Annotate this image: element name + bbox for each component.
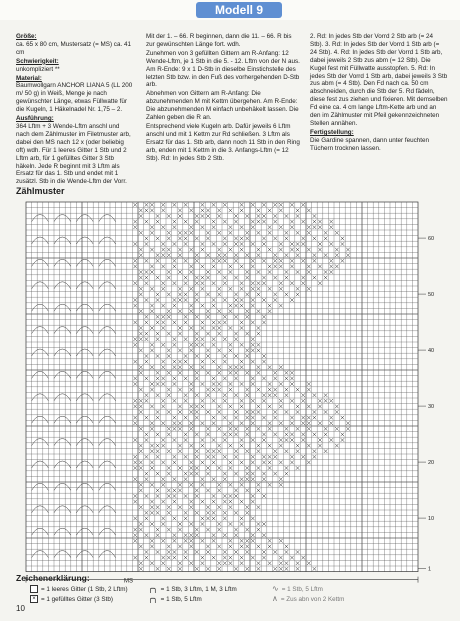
- chart-title: Zählmuster: [16, 186, 65, 196]
- arch-icon: ╭╮: [148, 584, 158, 593]
- row-label: 20: [428, 460, 435, 467]
- row-label: 30: [428, 404, 435, 411]
- row-label: 10: [428, 516, 435, 523]
- paragraph: Zunehmen von 3 gefüllten Gittern am R-Anfang: 12 Wende-Lftm, je 1 Stb in die 5. - 12. Lftm von der N aus. Am R-Ende: 9 x 1 D-Stb in dieselbe Einstichstelle des letzten Stb bzw. in den Fuß des vorhergehenden D-Stb arb.: [146, 49, 300, 89]
- paragraph: 2. Rd: In jedes Stb der Vorrd 2 Stb arb (= 24 Stb). 3. Rd: In jedes Stb der Vorrd 1 Stb arb (= 24 Stb). 4. Rd: In jedes Stb der Vorrd 1 Stb arb, dabei jeweils 2 Stb zus abm (= 12 Stb). Die Kugel fest mit Füllwatte ausstopfen. 5. Rd: In jedes Stb der Vorrd 1 Stb arb, dabei jeweils 3 Stb zus abm (= 4 Stb). Den Fd nach ca. 50 cm abschneiden, durch die Stb der 5. Rd fädeln, diese fest zus ziehen und fixieren. Mit demselben Fd eine ca. 4 cm lange Lftm-Kette arb und an den im Zählmuster mit Pfeil gekennzeichneten Stellen annähen.: [310, 33, 448, 127]
- legend-filled: × = 1 gefülltes Gitter (3 Stb): [30, 595, 113, 603]
- legend-title: Zeichenerklärung:: [16, 573, 90, 583]
- ms-label: MS: [124, 578, 133, 585]
- row-label: 1: [428, 566, 432, 573]
- legend-arch: ╭╮ = 1 Stb, 3 Lftm, 1 M, 3 Lftm: [148, 584, 237, 593]
- difficulty-section: Schwierigkeit: unkompliziert **: [16, 57, 60, 73]
- row-label: 50: [428, 292, 435, 299]
- paragraph: Mit der 1. – 66. R beginnen, dann die 11. – 66. R bis zur gewünschten Länge fort. wdh.: [146, 33, 292, 48]
- filled-mesh-icon: ×: [30, 595, 38, 603]
- chain-icon: ∿: [272, 584, 279, 593]
- material-section: Material: Baumwollgarn ANCHOR LIANA 5 (LL 200 m/ 50 g) in Weiß, Menge je nach gewünschter Länge, etwas Füllwatte für die Kugeln, 1 Häkelnadel Nr. 1,75 – 2.: [16, 74, 133, 114]
- legend-empty: = 1 leeres Gitter (1 Stb, 2 Lftm): [30, 585, 128, 593]
- row-label: 40: [428, 348, 435, 355]
- size-section: Größe: ca. 65 x 80 cm, Mustersatz (= MS) ca. 41 cm: [16, 33, 131, 56]
- execution-section: Ausführung: 364 Lftm + 3 Wende-Lftm anschl und nach dem Zählmuster im Filetmuster arb, dabei den MS nach 12 x (oder beliebig oft) wdh. Für 1 leeres Gitter 1 Stb und 2 Lftm arb, für 1 gefülltes Gitter 3 Stb häkeln. Jede R beginnt mit 3 Lftm als Ersatz für das 1. Stb und endet mit 1 zusätzl. Stb in die Wende-Lftm der Vorr.: [16, 115, 131, 186]
- text-column-3: [310, 33, 448, 154]
- legend-arch-2: ╭╮ = 1 Stb, 5 Lftm: [148, 594, 202, 603]
- finishing-section: Fertigstellung: Die Gardine spannen, dann unter feuchten Tüchern trocknen lassen.: [310, 128, 430, 152]
- legend-extra-2: ∧ = Zus abn von 2 Kettm: [272, 594, 345, 603]
- model-title: Modell 9: [196, 2, 282, 18]
- text-column-1: [16, 33, 134, 187]
- row-label: 60: [428, 236, 435, 243]
- legend-extra-1: ∿ = 1 Stb, 5 Lftm: [272, 584, 323, 593]
- text-column-2: [146, 33, 300, 164]
- decrease-icon: ∧: [272, 594, 278, 603]
- small-arch-icon: ╭╮: [148, 594, 158, 603]
- empty-mesh-icon: [30, 585, 38, 593]
- paragraph: Abnehmen von Gittern am R-Anfang: Die abzunehmenden M mit Kettm übergehen. Am R-Ende: Die abzunehmenden M einfach unbehäkelt lassen. Die Zahlen geben die R an.: [146, 90, 299, 122]
- paragraph: Entsprechend viele Kugeln arb. Dafür jeweils 6 Lftm anschl und mit 1 Kettm zur Rd schließen. 3 Lftm als Ersatz für das 1. Stb arb, dann noch 11 Stb in den Ring arb, enden mit 1 Kettm in die 3. Anfangs-Lftm (= 12 Stb). Rd: In jedes Stb 2 Stb.: [146, 122, 300, 162]
- page-number: 10: [16, 604, 25, 613]
